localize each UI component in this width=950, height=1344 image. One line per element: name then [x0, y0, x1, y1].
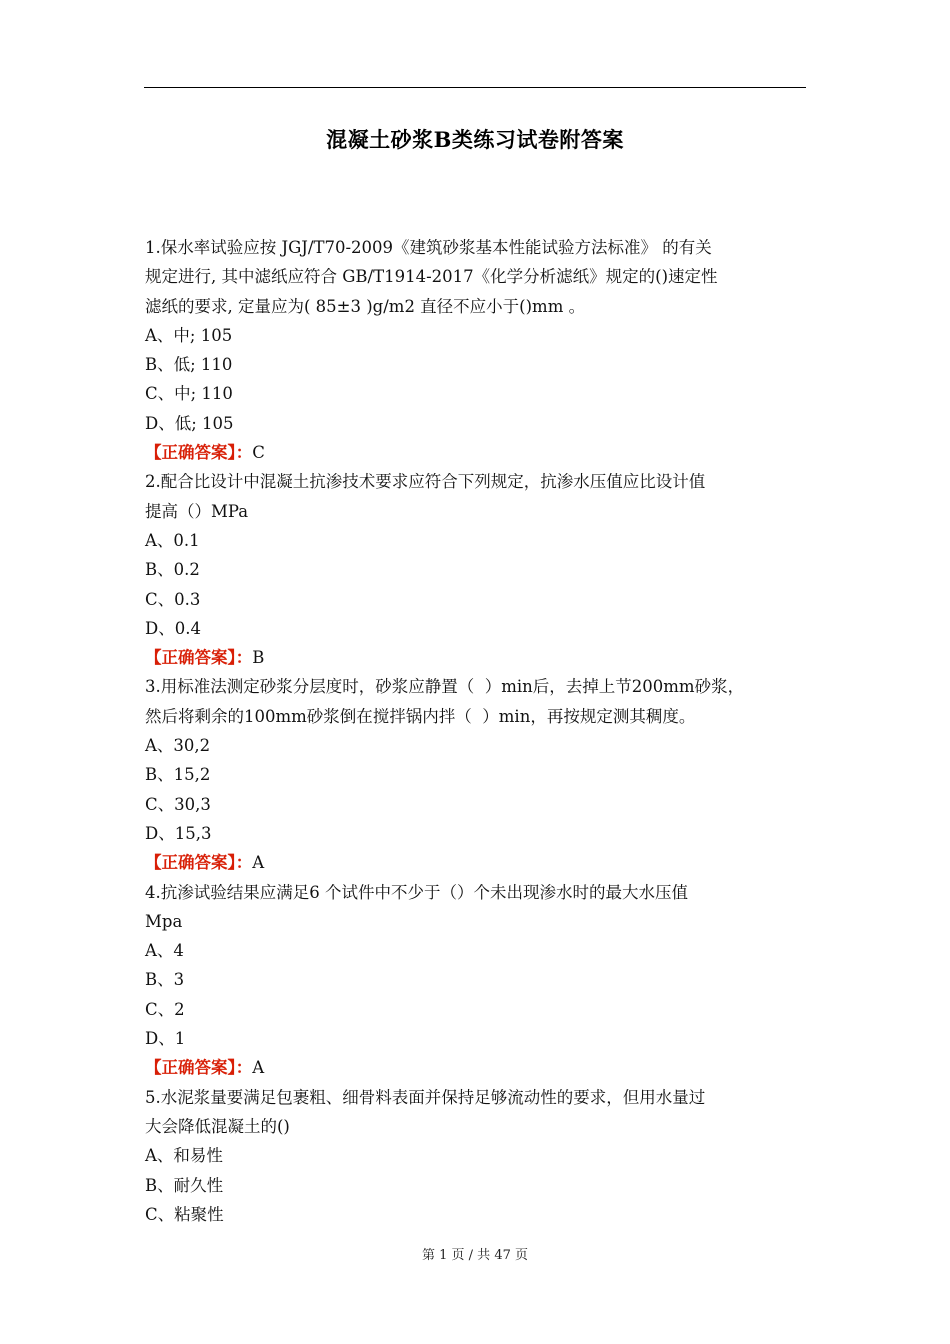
question-line: 5.水泥浆量要满足包裹粗、细骨料表面并保持足够流动性的要求，但用水量过 [145, 1087, 706, 1107]
page-footer: 第 1 页 / 共 47 页 [422, 1248, 528, 1263]
answer-option: D、低; 105 [145, 413, 234, 433]
question-line: 大会降低混凝土的() [145, 1116, 290, 1136]
correct-answer [145, 438, 810, 467]
correct-answer-value: A [252, 853, 265, 873]
answer-option: D、0.4 [145, 618, 201, 638]
answer-option: D、1 [145, 1029, 186, 1049]
answer-option: A、中; 105 [145, 325, 233, 345]
question-line: Mpa [145, 911, 183, 931]
correct-answer-label: 【正确答案】： [145, 443, 253, 463]
question-line: 3.用标准法测定砂浆分层度时，砂浆应静置（ ）min后，去掉上节200mm砂浆， [145, 677, 745, 697]
answer-option: D、15,3 [145, 823, 212, 843]
correct-answer-value: C [252, 443, 265, 463]
question-block [145, 233, 810, 467]
answer-option: B、3 [145, 970, 185, 990]
answer-option: C、粘聚性 [145, 1204, 224, 1224]
header-rule [144, 87, 806, 88]
correct-answer-label: 【正确答案】： [145, 648, 253, 668]
correct-answer-value: A [252, 1058, 265, 1078]
answer-option: C、2 [145, 999, 185, 1019]
answer-option: C、中; 110 [145, 384, 233, 404]
question-line: 规定进行, 其中滤纸应符合 GB/T1914-2017《化学分析滤纸》规定的()速定性 [145, 267, 718, 287]
question-line: 1.保水率试验应按 JGJ/T70-2009《建筑砂浆基本性能试验方法标准》 的有关 [145, 238, 712, 257]
question-line: 2.配合比设计中混凝土抗渗技术要求应符合下列规定，抗渗水压值应比设计值 [145, 472, 706, 492]
question-line: 滤纸的要求, 定量应为( 85±3 )g/m2 直径不应小于()mm 。 [145, 296, 586, 316]
question-block [145, 1083, 810, 1229]
question-line: 提高（）MPa [145, 501, 249, 521]
correct-answer [145, 1053, 810, 1082]
question-block [145, 878, 810, 1083]
correct-answer-label: 【正确答案】： [145, 1058, 253, 1078]
answer-option: C、30,3 [145, 794, 211, 814]
correct-answer [145, 848, 810, 877]
question-list [145, 233, 810, 1229]
correct-answer [145, 643, 810, 672]
question-block [145, 467, 810, 672]
answer-option: B、15,2 [145, 765, 211, 785]
answer-option: B、耐久性 [145, 1175, 224, 1195]
correct-answer-value: B [252, 648, 265, 668]
answer-option: B、低; 110 [145, 355, 233, 375]
answer-option: A、4 [145, 941, 184, 961]
question-line: 然后将剩余的100mm砂浆倒在搅拌锅内拌（ ）min，再按规定测其稠度。 [145, 706, 696, 726]
correct-answer-label: 【正确答案】： [145, 853, 253, 873]
question-block [145, 672, 810, 877]
answer-option: A、30,2 [145, 736, 211, 756]
document-title: 混凝土砂浆B类练习试卷附答案 [326, 127, 624, 152]
answer-option: A、0.1 [145, 530, 200, 550]
answer-option: A、和易性 [145, 1146, 223, 1166]
question-line: 4.抗渗试验结果应满足6 个试件中不少于（）个未出现渗水时的最大水压值 [145, 882, 688, 902]
answer-option: B、0.2 [145, 560, 200, 580]
answer-option: C、0.3 [145, 589, 201, 609]
